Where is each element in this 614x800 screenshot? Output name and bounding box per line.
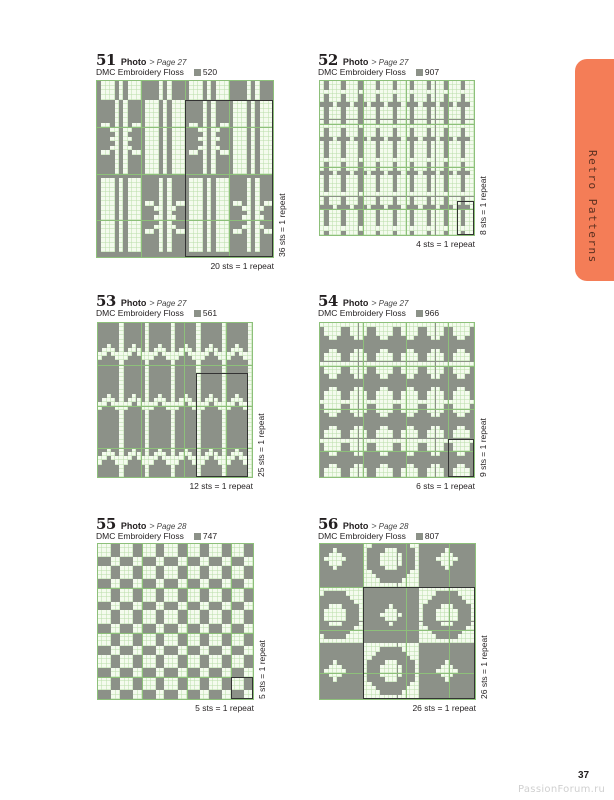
width-repeat-label: 5 sts = 1 repeat [195, 703, 254, 713]
color-swatch-icon [194, 533, 201, 540]
floss-info [96, 67, 217, 77]
repeat-outline [448, 439, 474, 478]
width-repeat-label: 20 sts = 1 repeat [210, 261, 274, 271]
page-reference: Page 27 [156, 299, 187, 308]
floss-number: 747 [202, 531, 218, 541]
pattern-number: 51 [96, 51, 116, 69]
page-reference: Page 28 [156, 522, 187, 531]
photo-link[interactable]: Photo [342, 57, 369, 67]
section-tab-label: Retro Patterns [586, 150, 599, 264]
arrow-icon: > [371, 521, 377, 531]
photo-link[interactable]: Photo [342, 521, 369, 531]
height-repeat-label: 8 sts = 1 repeat [478, 176, 488, 235]
page-number: 37 [578, 770, 590, 781]
height-repeat-label: 25 sts = 1 repeat [256, 413, 266, 477]
photo-link[interactable]: Photo [120, 298, 147, 308]
width-repeat-label: 4 sts = 1 repeat [416, 239, 475, 249]
width-repeat-label: 12 sts = 1 repeat [189, 481, 253, 491]
floss-label: DMC Embroidery Floss [318, 531, 406, 541]
floss-number: 966 [424, 308, 440, 318]
repeat-outline [185, 100, 273, 257]
repeat-outline [196, 373, 247, 477]
color-swatch-icon [416, 69, 423, 76]
page-reference: Page 28 [378, 522, 409, 531]
floss-label: DMC Embroidery Floss [318, 67, 406, 77]
floss-info [318, 308, 439, 318]
floss-label: DMC Embroidery Floss [96, 308, 184, 318]
color-swatch-icon [194, 310, 201, 317]
repeat-outline [363, 587, 475, 699]
floss-number: 907 [424, 67, 440, 77]
pattern-chart-grid [319, 80, 475, 236]
height-repeat-label: 36 sts = 1 repeat [277, 193, 287, 257]
floss-label: DMC Embroidery Floss [96, 531, 184, 541]
floss-number: 520 [202, 67, 218, 77]
arrow-icon: > [149, 57, 155, 67]
pattern-number: 55 [96, 515, 116, 533]
height-repeat-label: 5 sts = 1 repeat [257, 640, 267, 699]
floss-info [96, 308, 217, 318]
height-repeat-label: 26 sts = 1 repeat [479, 635, 489, 699]
arrow-icon: > [149, 521, 155, 531]
photo-link[interactable]: Photo [120, 57, 147, 67]
color-swatch-icon [416, 310, 423, 317]
arrow-icon: > [371, 298, 377, 308]
pattern-number: 52 [318, 51, 338, 69]
width-repeat-label: 26 sts = 1 repeat [412, 703, 476, 713]
photo-link[interactable]: Photo [342, 298, 369, 308]
arrow-icon: > [149, 298, 155, 308]
color-swatch-icon [416, 533, 423, 540]
arrow-icon: > [371, 57, 377, 67]
page-reference: Page 27 [378, 299, 409, 308]
floss-label: DMC Embroidery Floss [318, 308, 406, 318]
floss-info [318, 531, 439, 541]
repeat-outline [457, 201, 474, 235]
height-repeat-label: 9 sts = 1 repeat [478, 418, 488, 477]
floss-label: DMC Embroidery Floss [96, 67, 184, 77]
floss-info [96, 531, 217, 541]
pattern-number: 53 [96, 292, 116, 310]
pattern-number: 54 [318, 292, 338, 310]
photo-link[interactable]: Photo [120, 521, 147, 531]
color-swatch-icon [194, 69, 201, 76]
floss-info [318, 67, 439, 77]
pattern-number: 56 [318, 515, 338, 533]
width-repeat-label: 6 sts = 1 repeat [416, 481, 475, 491]
floss-number: 807 [424, 531, 440, 541]
watermark: PassionForum.ru [518, 784, 606, 795]
page-reference: Page 27 [156, 58, 187, 67]
floss-number: 561 [202, 308, 218, 318]
page-reference: Page 27 [378, 58, 409, 67]
repeat-outline [231, 677, 253, 699]
